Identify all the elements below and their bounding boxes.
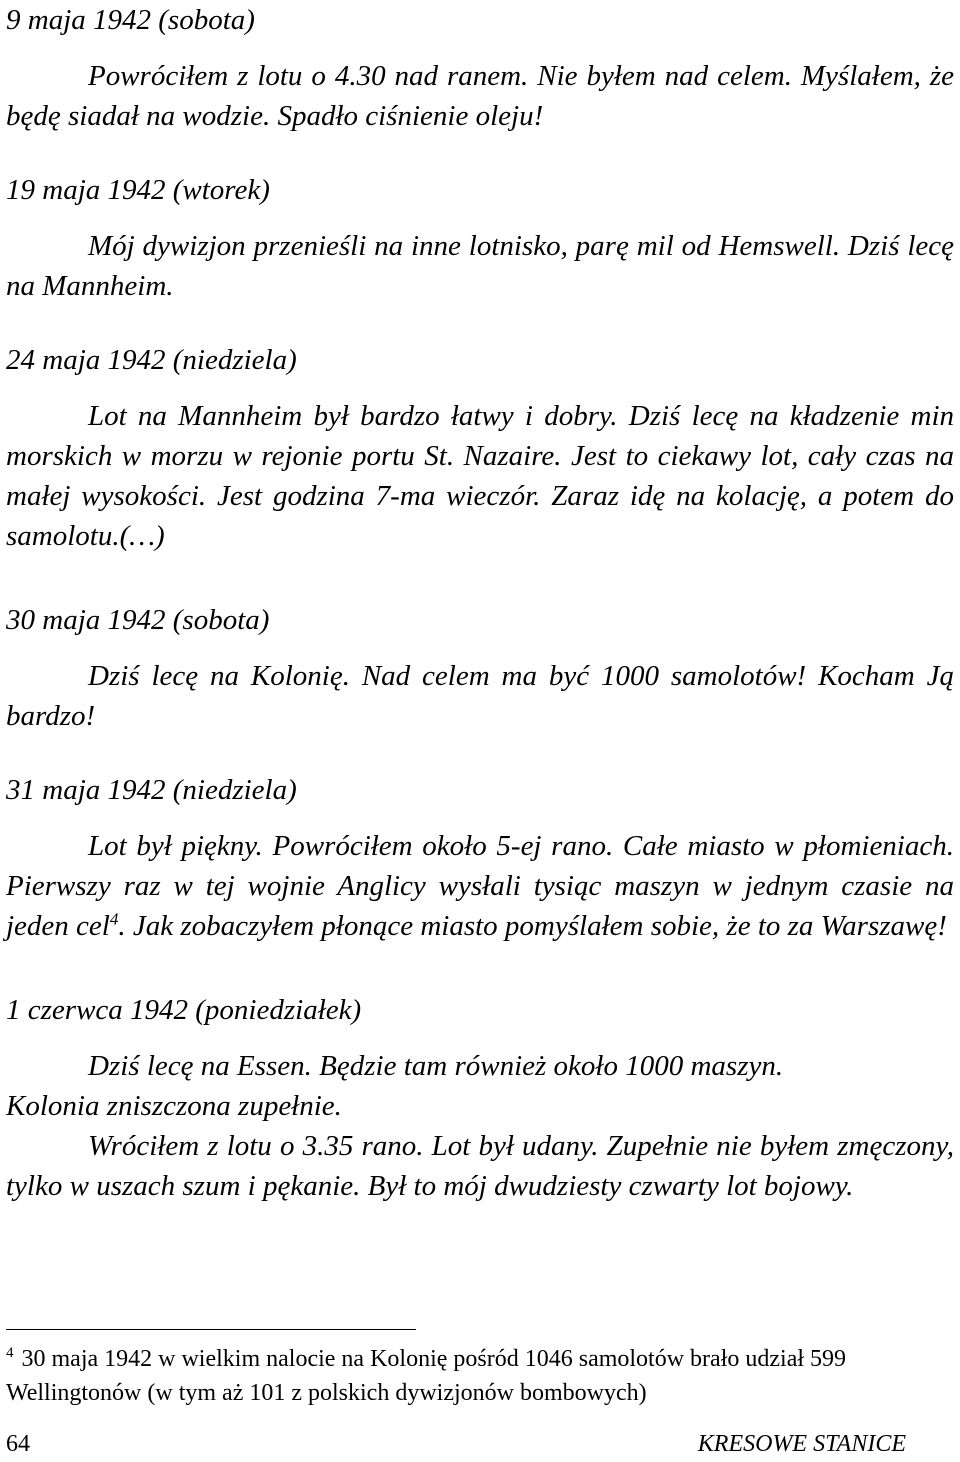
footnote-reference: 4 xyxy=(109,909,119,929)
entry-date: 24 maja 1942 (niedziela) xyxy=(6,344,297,376)
footnote-separator xyxy=(6,1329,416,1330)
running-title: KRESOWE STANICE xyxy=(697,1431,906,1457)
footnote-number: 4 xyxy=(6,1345,14,1361)
entry-date: 31 maja 1942 (niedziela) xyxy=(6,774,297,806)
entry-date: 9 maja 1942 (sobota) xyxy=(6,4,255,36)
paragraph-text: Lot był piękny. Powróciłem około 5-ej rano. Całe miasto w płomieniach. Pierwszy raz w tej wojnie Anglicy wysłali tysiąc maszyn w jednym czasie na jeden cel xyxy=(6,830,954,942)
diary-entry-1942-05-09 xyxy=(6,0,954,136)
entry-date: 19 maja 1942 (wtorek) xyxy=(6,174,270,206)
page-number: 64 xyxy=(6,1431,30,1457)
paragraph-text: . Jak zobaczyłem płonące miasto pomyślałem sobie, że to za Warszawę! xyxy=(118,910,947,942)
entry-paragraph: Kolonia zniszczona zupełnie. xyxy=(6,1090,342,1122)
entry-paragraph: Dziś lecę na Kolonię. Nad celem ma być 1000 samolotów! Kocham Ją bardzo! xyxy=(6,660,954,732)
entry-date: 1 czerwca 1942 (poniedziałek) xyxy=(6,994,362,1026)
entry-paragraph: Lot na Mannheim był bardzo łatwy i dobry. Dziś lecę na kładzenie min morskich w morzu w rejonie portu St. Nazaire. Jest to ciekawy lot, cały czas na małej wysokości. Jest godzina 7-ma wieczór. Zaraz idę na kolację, a potem do samolotu.(…) xyxy=(6,400,954,552)
footnote-text: 30 maja 1942 w wielkim nalocie na Kolonię pośród 1046 samolotów brało udział 599 Wellingtonów (w tym aż 101 z polskich dywizjonów bombowych) xyxy=(6,1346,847,1406)
entry-paragraph: Powróciłem z lotu o 4.30 nad ranem. Nie byłem nad celem. Myślałem, że będę siadał na wodzie. Spadło ciśnienie oleju! xyxy=(6,60,954,132)
footnote xyxy=(6,1342,954,1410)
diary-page xyxy=(6,0,954,1206)
diary-entry-1942-05-31 xyxy=(6,770,954,946)
diary-entry-1942-05-30 xyxy=(6,600,954,736)
diary-entry-1942-05-19 xyxy=(6,170,954,306)
entry-date: 30 maja 1942 (sobota) xyxy=(6,604,270,636)
entry-paragraph: Wróciłem z lotu o 3.35 rano. Lot był udany. Zupełnie nie byłem zmęczony, tylko w uszach szum i pękanie. Był to mój dwudziesty czwarty lot bojowy. xyxy=(6,1130,954,1202)
entry-paragraph: Dziś lecę na Essen. Będzie tam również około 1000 maszyn. xyxy=(88,1050,784,1082)
diary-entry-1942-06-01 xyxy=(6,990,954,1206)
entry-paragraph: Mój dywizjon przenieśli na inne lotnisko, parę mil od Hemswell. Dziś lecę na Mannheim. xyxy=(6,230,954,302)
diary-entry-1942-05-24 xyxy=(6,340,954,556)
entry-paragraph xyxy=(6,826,954,946)
